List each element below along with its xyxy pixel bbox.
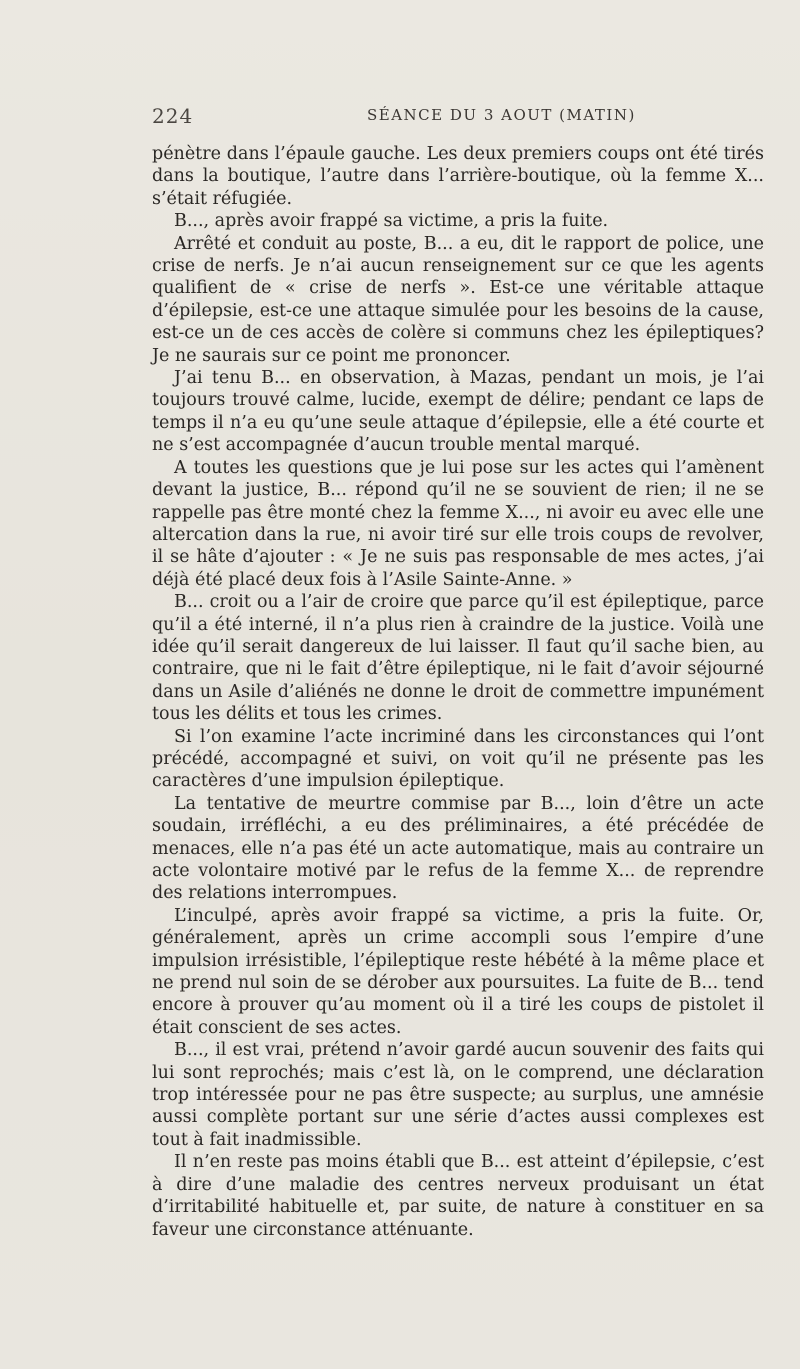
paragraph: B..., il est vrai, prétend n’avoir gardé aucun souvenir des faits qui lui sont reprochés; mais c’est là, on le comprend, une déclaration trop intéressée pour ne pas être suspecte; au surplus, une amnésie aussi complète portant sur une série d’actes aussi complexes est tout à fait inadmissible. — [152, 1040, 764, 1150]
paragraph: Si l’on examine l’acte incriminé dans les circonstances qui l’ont précédé, accompagné et suivi, on voit qu’il ne présente pas les caractères d’une impulsion épileptique. — [152, 726, 764, 792]
page-number: 224 — [152, 104, 194, 128]
paragraph: B... croit ou a l’air de croire que parce qu’il est épileptique, parce qu’il a été interné, il n’a plus rien à craindre de la justice. Voilà une idée qu’il serait dangereux de lui laisser. Il faut qu’il sache bien, au contraire, que ni le fait d’être épileptique, ni le fait d’avoir séjourné dans un Asile d’aliénés ne donne le droit de commettre impunément tous les délits et tous les crimes. — [152, 592, 764, 725]
paragraph: B..., après avoir frappé sa victime, a pris la fuite. — [174, 211, 609, 232]
body-text — [152, 143, 764, 1241]
paragraph: L’inculpé, après avoir frappé sa victime, a pris la fuite. Or, généralement, après un crime accompli sous l’empire d’une impulsion irrésistible, l’épileptique reste hébété à la même place et ne prend nul soin de se dérober aux poursuites. La fuite de B... tend encore à prouver qu’au moment où il a tiré les coups de pistolet il était conscient de ses actes. — [152, 905, 764, 1038]
running-head: SÉANCE DU 3 AOUT (MATIN) — [367, 106, 636, 124]
paragraph: J’ai tenu B... en observation, à Mazas, pendant un mois, je l’ai toujours trouvé calme, lucide, exempt de délire; pendant ce laps de temps il n’a eu qu’une seule attaque d’épilepsie, elle a été courte et ne s’est accompagnée d’aucun trouble mental marqué. — [152, 368, 764, 456]
paragraph: A toutes les questions que je lui pose sur les actes qui l’amènent devant la justice, B... répond qu’il ne se souvient de rien; il ne se rappelle pas être monté chez la femme X..., ni avoir eu avec elle une altercation dans la rue, ni avoir tiré sur elle trois coups de revolver, il se hâte d’ajouter : « Je ne suis pas responsable de mes actes, j’ai déjà été placé deux fois à l’Asile Sainte-Anne. » — [152, 457, 764, 590]
page-header — [152, 104, 764, 134]
paragraph: Arrêté et conduit au poste, B... a eu, dit le rapport de police, une crise de nerfs. Je n’ai aucun renseignement sur ce que les agents qualifient de « crise de nerfs ». Est-ce une véritable attaque d’épilepsie, est-ce une attaque simulée pour les besoins de la cause, est-ce un de ces accès de colère si communs chez les épileptiques? Je ne saurais sur ce point me prononcer. — [152, 233, 764, 366]
paragraph: pénètre dans l’épaule gauche. Les deux premiers coups ont été tirés dans la boutique, l’autre dans l’arrière-boutique, où la femme X... s’était réfugiée. — [152, 144, 764, 209]
paragraph: La tentative de meurtre commise par B..., loin d’être un acte soudain, irréfléchi, a eu des préliminaires, a été précédée de menaces, elle n’a pas été un acte automatique, mais au contraire un acte volontaire motivé par le refus de la femme X... de reprendre des relations interrompues. — [152, 793, 764, 904]
paragraph: Il n’en reste pas moins établi que B... est atteint d’épilepsie, c’est à dire d’une maladie des centres nerveux produisant un état d’irritabilité habituelle et, par suite, de nature à constituer en sa faveur une circonstance atténuante. — [152, 1152, 764, 1240]
